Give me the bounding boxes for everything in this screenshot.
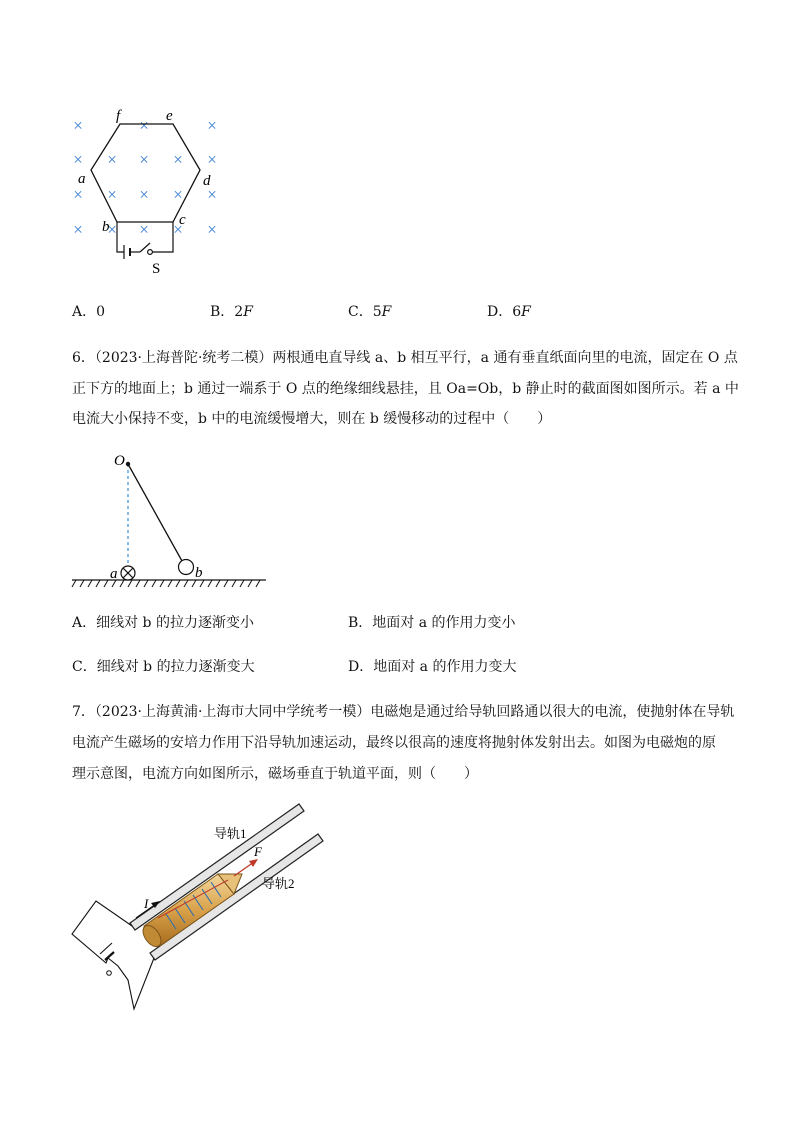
svg-text:×: × <box>73 150 83 169</box>
svg-text:×: × <box>107 150 117 169</box>
svg-text:×: × <box>139 220 149 239</box>
q5-option-b-key: B． <box>210 304 235 320</box>
q7-stem-line-3: 理示意图，电流方向如图所示，磁场垂直于轨道平面，则（ ） <box>72 766 478 782</box>
q6-stem-line-1: 6．（2023·上海普陀·统考二模）两根通电直导线 a、b 相互平行，a 通有垂直纸面向里的电流，固定在 O 点 <box>72 350 738 366</box>
label-current-i: I <box>144 896 149 911</box>
svg-text:×: × <box>139 116 149 135</box>
q5-option-a-value: 0 <box>96 304 106 320</box>
force-arrow <box>234 859 258 876</box>
label-b: b <box>195 565 203 581</box>
svg-text:×: × <box>207 116 217 135</box>
svg-text:×: × <box>73 220 83 239</box>
q5-option-c-variable: F <box>381 304 392 320</box>
vertex-label-d: d <box>203 173 211 189</box>
q5-option-b-number: 2 <box>234 304 244 320</box>
label-a: a <box>110 566 118 582</box>
q5-option-a[interactable] <box>72 302 105 322</box>
q5-option-d-key: D． <box>487 304 513 320</box>
svg-text:×: × <box>139 150 149 169</box>
q6-option-c[interactable]: C．细线对 b 的拉力逐渐变大 <box>72 659 255 675</box>
pendulum-wire-figure <box>70 448 270 590</box>
hexagon-circuit-figure <box>60 100 240 280</box>
pivot-point-o <box>126 462 130 466</box>
svg-text:×: × <box>173 220 183 239</box>
vertex-label-b: b <box>102 219 110 235</box>
svg-text:×: × <box>73 185 83 204</box>
q5-option-d-variable: F <box>521 304 531 320</box>
vertex-label-f: f <box>116 108 121 124</box>
wire-b <box>179 560 194 575</box>
svg-text:×: × <box>173 150 183 169</box>
svg-text:×: × <box>107 185 117 204</box>
svg-text:×: × <box>107 220 117 239</box>
svg-text:×: × <box>173 185 183 204</box>
q5-option-c-number: 5 <box>372 304 382 320</box>
ground-hatching <box>72 580 260 587</box>
railgun-figure <box>66 798 336 1013</box>
q7-stem-line-2: 电流产生磁场的安培力作用下沿导轨加速运动，最终以很高的速度将抛射体发射出去。如图为电磁炮的原 <box>72 735 716 751</box>
svg-text:×: × <box>207 185 217 204</box>
q5-option-b[interactable] <box>210 302 253 322</box>
q5-option-a-key: A． <box>72 304 97 320</box>
q5-option-b-variable: F <box>243 304 253 320</box>
svg-text:×: × <box>207 220 217 239</box>
circuit-switch <box>107 971 112 976</box>
q6-option-a[interactable]: A．细线对 b 的拉力逐渐变小 <box>72 615 254 631</box>
q6-stem-line-2: 正下方的地面上；b 通过一端系于 O 点的绝缘细线悬挂，且 Oa=Ob，b 静止时的截面图如图所示。若 a 中 <box>72 381 739 397</box>
insulating-thread <box>128 464 182 561</box>
vertex-label-c: c <box>179 212 186 228</box>
q7-stem-line-1: 7．（2023·上海黄浦·上海市大同中学统考一模）电磁炮是通过给导轨回路通以很大的电流，使抛射体在导轨 <box>72 704 735 720</box>
q5-option-c-key: C． <box>348 304 373 320</box>
q5-option-c[interactable] <box>348 302 391 322</box>
label-force-f: F <box>254 844 262 859</box>
q6-stem-line-3: 电流大小保持不变，b 中的电流缓慢增大，则在 b 缓慢移动的过程中（ ） <box>72 411 552 427</box>
switch-label: S <box>152 261 161 277</box>
q5-option-d[interactable] <box>487 302 531 322</box>
q6-option-d[interactable]: D．地面对 a 的作用力变大 <box>348 659 517 675</box>
svg-text:×: × <box>73 116 83 135</box>
wire-a-into-page <box>121 566 135 580</box>
vertex-label-e: e <box>166 108 173 124</box>
vertex-label-a: a <box>78 171 86 187</box>
battery <box>100 943 114 960</box>
q5-option-d-number: 6 <box>512 304 522 320</box>
hexagon-loop <box>91 124 200 222</box>
label-o: O <box>114 453 125 469</box>
svg-text:×: × <box>139 185 149 204</box>
q6-option-b[interactable]: B．地面对 a 的作用力变小 <box>348 615 516 631</box>
label-rail-2: 导轨2 <box>262 876 295 891</box>
label-rail-1: 导轨1 <box>214 826 247 841</box>
svg-text:×: × <box>207 150 217 169</box>
